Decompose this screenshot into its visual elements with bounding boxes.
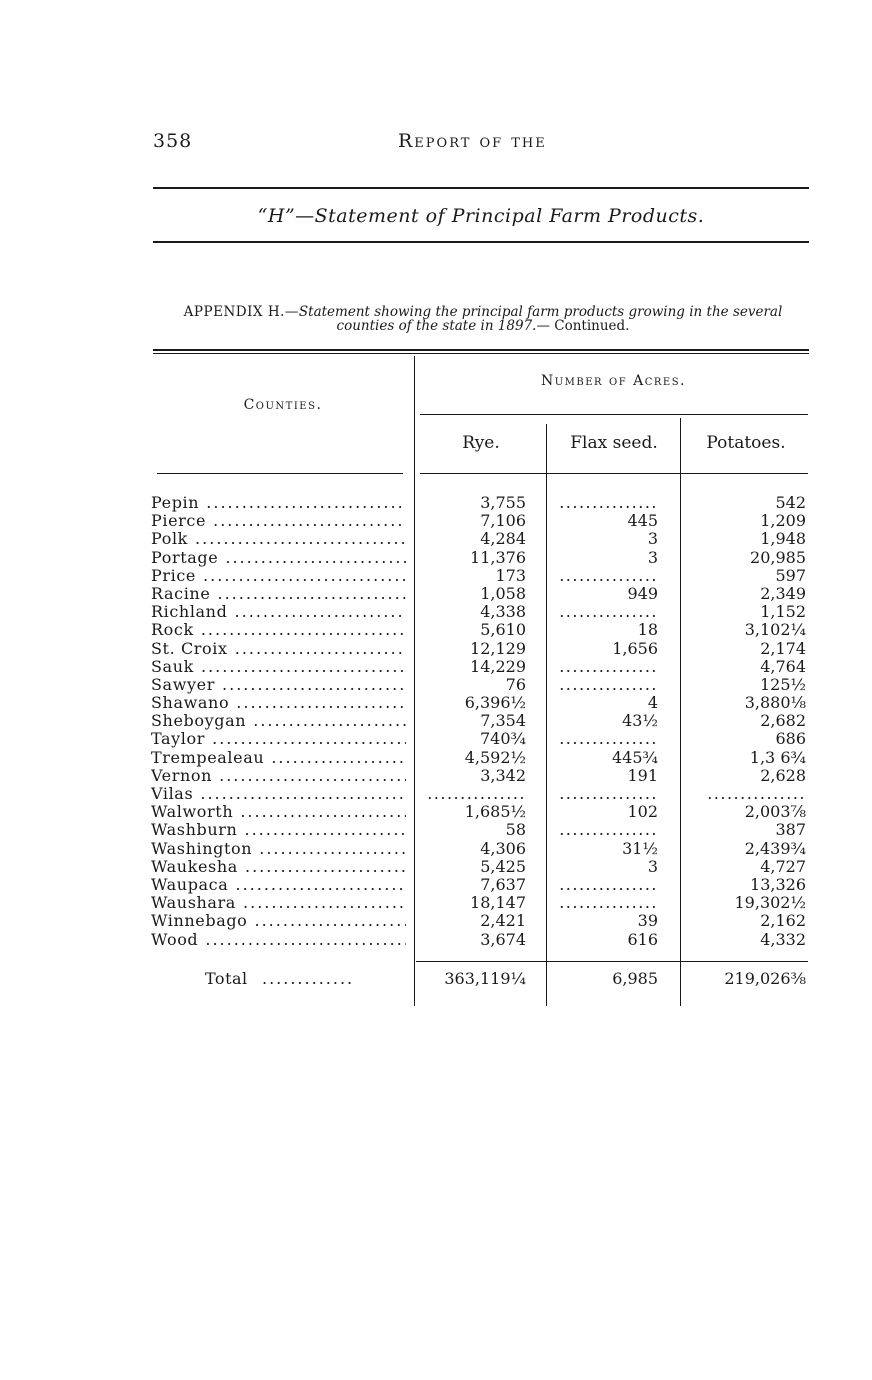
rye-cell: 6,396½	[464, 693, 526, 713]
rye-cell: 7,354	[480, 711, 526, 731]
flax-cell: 31½	[622, 838, 658, 858]
county-cell: Pepin .....	[151, 494, 406, 512]
table-row	[0, 621, 872, 639]
county-cell: Sauk .....	[151, 658, 406, 676]
page-number: 358	[153, 130, 193, 152]
county-cell: Shawano .....	[151, 694, 406, 712]
potatoes-cell: 3,102¼	[744, 620, 806, 640]
flax-cell: 3	[647, 856, 658, 876]
table-row	[0, 603, 872, 621]
table-body	[0, 494, 872, 949]
potatoes-cell: 19,302½	[734, 893, 806, 913]
table-top-rule-thin	[153, 353, 809, 354]
county-cell: Sheboygan .....	[151, 712, 406, 730]
table-caption	[153, 305, 813, 333]
county-cell: Wood .....	[151, 931, 406, 949]
flax-cell: 39	[637, 911, 658, 931]
county-cell: Pierce .....	[151, 512, 406, 530]
table-row	[0, 767, 872, 785]
total-leader-dots: .............	[262, 969, 355, 988]
empty-leader-dots: ...............	[559, 729, 658, 749]
empty-leader-dots: ...............	[559, 820, 658, 840]
table-row	[0, 567, 872, 585]
table-row	[0, 931, 872, 949]
county-cell: Racine .....	[151, 585, 406, 603]
potatoes-header: Potatoes.	[706, 433, 786, 453]
empty-leader-dots: ...............	[559, 602, 658, 622]
rye-cell: 173	[495, 565, 526, 585]
county-cell: Price .....	[151, 567, 406, 585]
potatoes-cell: 125½	[759, 674, 806, 694]
potatoes-cell: 686	[775, 729, 806, 749]
table-row	[0, 512, 872, 530]
group-header-rule	[420, 414, 808, 415]
county-cell: Portage .....	[151, 549, 406, 567]
flax-cell: 102	[627, 802, 658, 822]
total-label: Total	[205, 969, 248, 988]
potatoes-cell: 13,326	[750, 874, 806, 894]
potatoes-cell: 542	[775, 493, 806, 512]
flax-cell: 3	[647, 547, 658, 567]
potatoes-cell: 1,209	[760, 511, 806, 531]
rye-cell: 4,338	[480, 602, 526, 622]
caption-italic: Statement showing the principal farm products growing in the several counties of the state in 1897.	[298, 304, 783, 334]
potatoes-cell: 2,682	[760, 711, 806, 731]
table-row	[0, 640, 872, 658]
rye-cell: 4,284	[480, 529, 526, 549]
potatoes-cell: 1,3 6¾	[749, 747, 806, 767]
potatoes-cell: 2,439¾	[744, 838, 806, 858]
flax-cell: 445	[627, 511, 658, 531]
total-row	[0, 969, 872, 989]
rye-cell: 1,058	[480, 583, 526, 603]
running-head: Report of the	[398, 130, 547, 152]
flax-cell: 4	[647, 693, 658, 713]
potatoes-cell: 2,349	[760, 583, 806, 603]
rye-cell: 5,425	[480, 856, 526, 876]
empty-leader-dots: ...............	[559, 893, 658, 913]
table-row	[0, 676, 872, 694]
county-cell: Waukesha .....	[151, 858, 406, 876]
rye-cell: 3,342	[480, 765, 526, 785]
flax-cell: 3	[647, 529, 658, 549]
rye-cell: 2,421	[480, 911, 526, 931]
caption-lead: APPENDIX H.—	[183, 304, 299, 320]
county-cell: Rock .....	[151, 621, 406, 639]
rye-cell: 7,106	[480, 511, 526, 531]
county-cell: Richland .....	[151, 603, 406, 621]
empty-leader-dots: ...............	[559, 784, 658, 803]
county-cell: Polk .....	[151, 530, 406, 548]
potatoes-cell: 4,332	[760, 929, 806, 949]
table-row	[0, 585, 872, 603]
flax-cell: 18	[637, 620, 658, 640]
rye-cell: 11,376	[470, 547, 526, 567]
empty-leader-dots: ...............	[559, 674, 658, 694]
table-row	[0, 658, 872, 676]
table-row	[0, 858, 872, 876]
potatoes-cell: 20,985	[750, 547, 806, 567]
county-cell: Washburn .....	[151, 821, 406, 839]
rye-cell: 740¾	[479, 729, 526, 749]
flax-cell: 949	[627, 583, 658, 603]
flax-cell: 191	[627, 765, 658, 785]
number-of-acres-header: Number of Acres.	[540, 373, 687, 389]
potatoes-cell: 1,948	[760, 529, 806, 549]
county-cell: Walworth .....	[151, 803, 406, 821]
header-rule-bottom	[153, 241, 809, 243]
header-rule-counties	[157, 473, 403, 474]
table-row	[0, 549, 872, 567]
empty-leader-dots: ...............	[707, 784, 806, 803]
header-rule-top	[153, 187, 809, 189]
county-cell: Washington .....	[151, 840, 406, 858]
rye-cell: 58	[505, 820, 526, 840]
table-row	[0, 712, 872, 730]
rye-cell: 3,755	[480, 493, 526, 512]
caption-tail: — Continued.	[536, 318, 630, 334]
table-row	[0, 803, 872, 821]
potatoes-cell: 4,727	[760, 856, 806, 876]
table-row	[0, 912, 872, 930]
county-cell: Waupaca .....	[151, 876, 406, 894]
potatoes-cell: 2,003⅞	[744, 802, 806, 822]
county-cell: Vilas .....	[151, 785, 406, 803]
county-cell: Vernon .....	[151, 767, 406, 785]
potatoes-cell: 2,174	[760, 638, 806, 658]
counties-header: Counties.	[243, 397, 323, 413]
rye-cell: 4,592½	[464, 747, 526, 767]
potatoes-cell: 1,152	[760, 602, 806, 622]
flax-cell: 445¾	[611, 747, 658, 767]
potatoes-cell: 387	[775, 820, 806, 840]
flax-cell: 43½	[622, 711, 658, 731]
flax-cell: 1,656	[612, 638, 658, 658]
table-top-rule	[153, 349, 809, 351]
empty-leader-dots: ...............	[559, 874, 658, 894]
total-rule	[416, 961, 808, 962]
table-row	[0, 785, 872, 803]
rye-cell: 12,129	[470, 638, 526, 658]
rye-cell: 7,637	[480, 874, 526, 894]
rye-cell: 14,229	[470, 656, 526, 676]
empty-leader-dots: ...............	[559, 493, 658, 512]
table-row	[0, 530, 872, 548]
table-row	[0, 876, 872, 894]
rye-header: Rye.	[462, 433, 500, 453]
county-cell: Trempealeau .....	[151, 749, 406, 767]
empty-leader-dots: ...............	[559, 565, 658, 585]
table-row	[0, 821, 872, 839]
flax-cell: 616	[627, 929, 658, 949]
county-cell: St. Croix .....	[151, 640, 406, 658]
flax-seed-header: Flax seed.	[570, 433, 658, 453]
county-cell: Sawyer .....	[151, 676, 406, 694]
potatoes-cell: 2,628	[760, 765, 806, 785]
rye-cell: 3,674	[480, 929, 526, 949]
rye-cell: 76	[505, 674, 526, 694]
table-row	[0, 749, 872, 767]
table-row	[0, 894, 872, 912]
potatoes-cell: 597	[775, 565, 806, 585]
rye-cell: 5,610	[480, 620, 526, 640]
potatoes-cell: 2,162	[760, 911, 806, 931]
table-row	[0, 730, 872, 748]
table-row	[0, 840, 872, 858]
rye-cell: 4,306	[480, 838, 526, 858]
rye-cell: 18,147	[470, 893, 526, 913]
county-cell: Waushara .....	[151, 894, 406, 912]
table-row	[0, 694, 872, 712]
total-flax: 6,985	[612, 969, 658, 988]
empty-leader-dots: ...............	[427, 784, 526, 803]
county-cell: Taylor .....	[151, 730, 406, 748]
potatoes-cell: 4,764	[760, 656, 806, 676]
potatoes-cell: 3,880⅛	[744, 693, 806, 713]
total-rye: 363,119¼	[444, 969, 526, 988]
county-cell: Winnebago .....	[151, 912, 406, 930]
section-title: “H”—Statement of Principal Farm Products.	[257, 205, 705, 227]
empty-leader-dots: ...............	[559, 656, 658, 676]
total-potatoes: 219,026⅜	[724, 969, 806, 988]
table-row	[0, 494, 872, 512]
header-rule-values	[420, 473, 808, 474]
rye-cell: 1,685½	[464, 802, 526, 822]
